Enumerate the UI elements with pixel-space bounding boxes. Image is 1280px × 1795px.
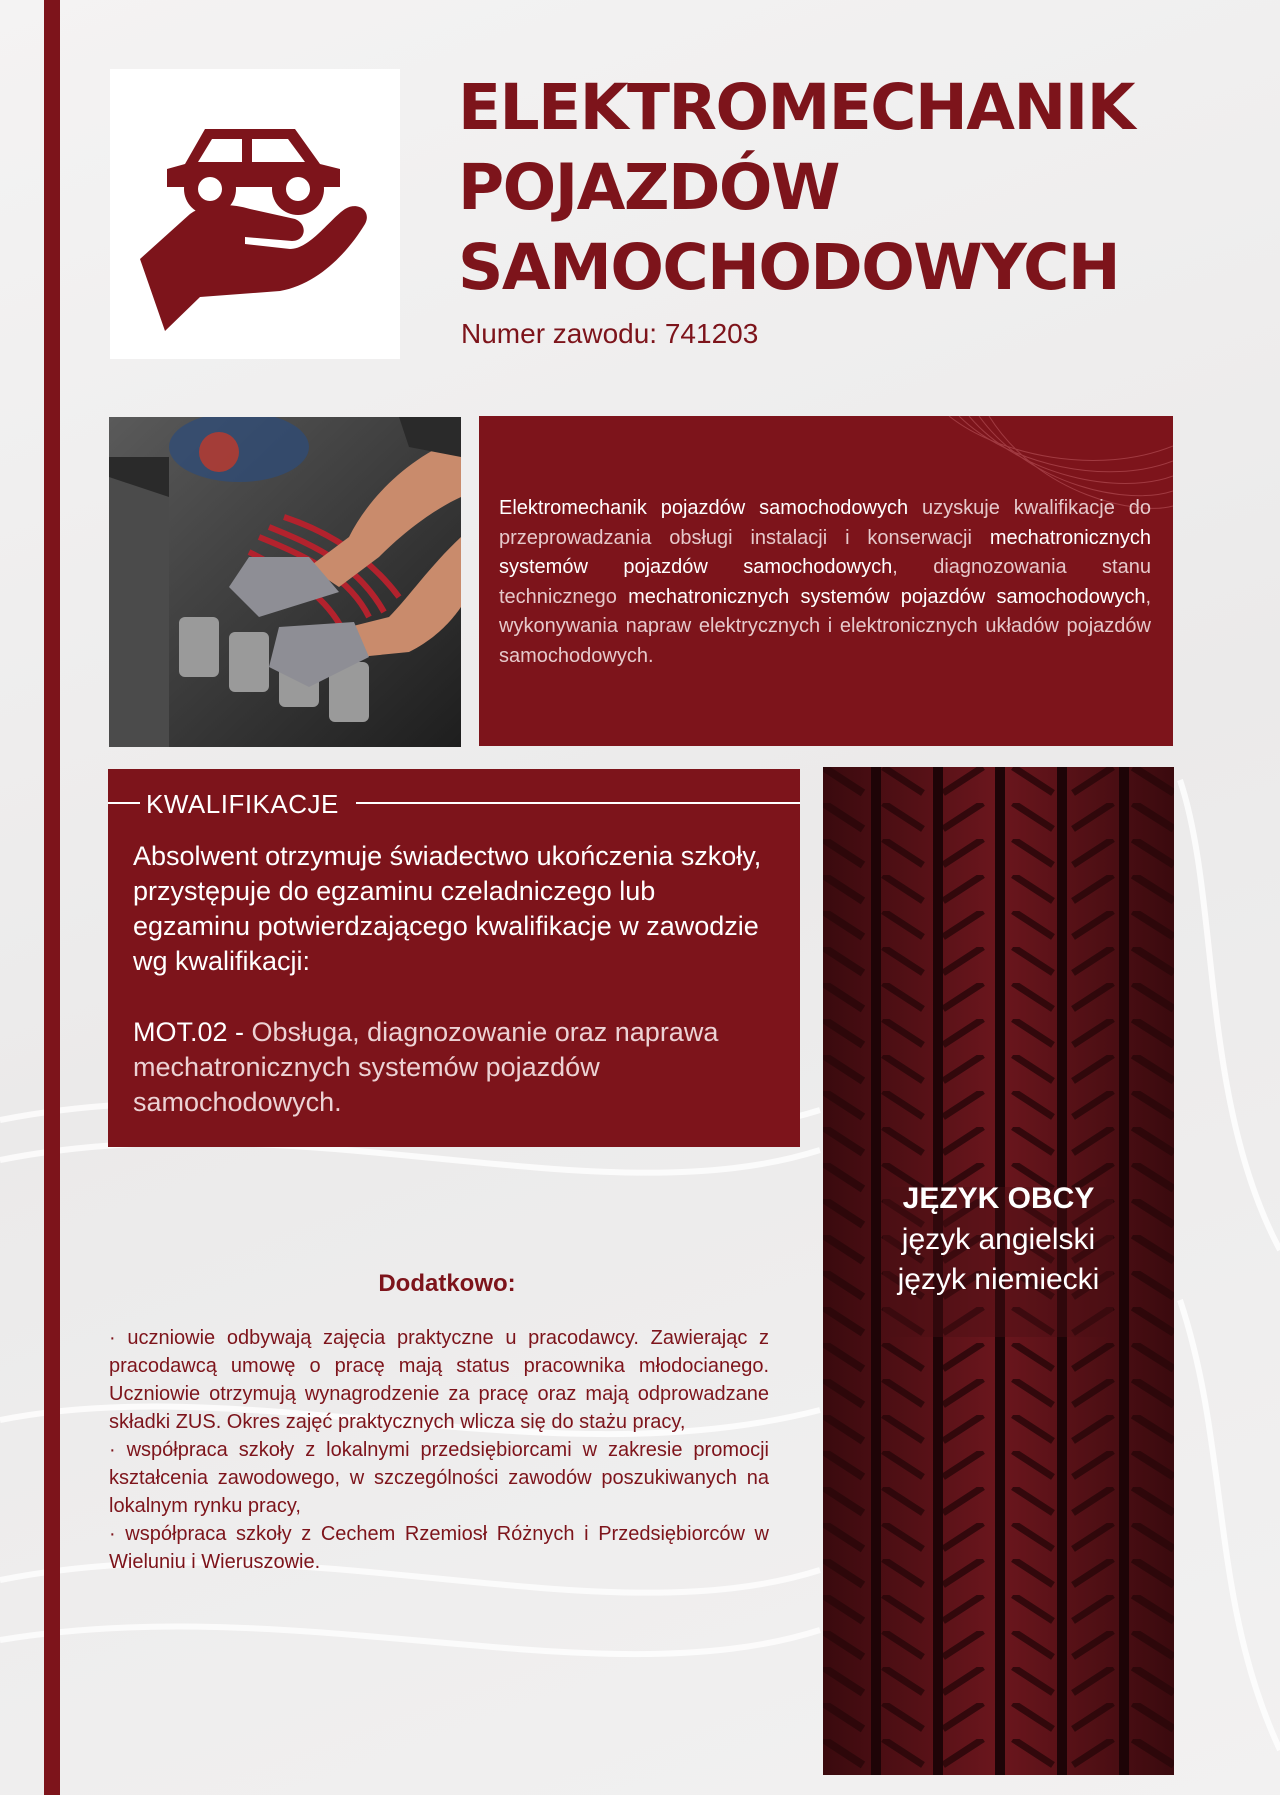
description-part-4: , diagnozowania stanu technicznego bbox=[499, 556, 1151, 608]
header-rule-left bbox=[108, 802, 140, 804]
description-highlight-3: mechatronicznych systemów pojazdów samochodowych bbox=[628, 585, 1146, 608]
hand-holding-car-icon bbox=[110, 69, 400, 359]
description-panel bbox=[479, 416, 1173, 746]
title-line-2: POJAZDÓW bbox=[458, 151, 839, 224]
additional-info-list bbox=[109, 1324, 769, 1576]
qualifications-panel bbox=[108, 769, 800, 1147]
description-part-2: uzyskuje kwalifikacje do przeprowadzania obsługi instalacji i konserwacji bbox=[499, 497, 1152, 549]
list-item: · współpraca szkoły z lokalnymi przedsiębiorcami w zakresie promocji kształcenia zawodowego, w szczególności zawodów poszukiwanych na lokalnym rynku pracy, bbox=[109, 1439, 769, 1517]
description-highlight-1: Elektromechanik pojazdów samochodowych bbox=[499, 497, 909, 519]
qualification-description: Obsługa, diagnozowanie oraz naprawa mechatronicznych systemów pojazdów samochodowych. bbox=[133, 1017, 719, 1117]
description-part-6: , wykonywania napraw elektrycznych i elektronicznych układów pojazdów samochodowych. bbox=[499, 585, 1151, 667]
description-highlight-2: mechatronicznych systemów pojazdów samochodowych bbox=[499, 526, 1151, 578]
title-line-3: SAMOCHODOWYCH bbox=[458, 231, 1120, 304]
description-text bbox=[499, 494, 1151, 671]
qualifications-header bbox=[108, 789, 800, 819]
profession-code: Numer zawodu: 741203 bbox=[461, 318, 759, 349]
language-item-german: język niemiecki bbox=[897, 1263, 1100, 1296]
foreign-language-title: JĘZYK OBCY bbox=[902, 1182, 1095, 1215]
list-item: · uczniowie odbywają zajęcia praktyczne u pracodawcy. Zawierając z pracodawcą umowę o pracę mają status pracownika młodocianego. Uczniowie otrzymują wynagrodzenie za pracę oraz mają odprowadzane składki ZUS. Okres zajęć praktycznych wlicza się do stażu pracy, bbox=[109, 1327, 769, 1433]
profession-logo bbox=[110, 69, 400, 359]
language-item-english: język angielski bbox=[901, 1223, 1096, 1256]
list-item: · współpraca szkoły z Cechem Rzemiosł Różnych i Przedsiębiorców w Wieluniu i Wieruszowie. bbox=[109, 1523, 769, 1573]
qualification-code: MOT.02 - bbox=[133, 1017, 245, 1047]
qualification-item bbox=[133, 1015, 778, 1120]
title-line-1: ELEKTROMECHANIK bbox=[458, 71, 1135, 144]
page-title bbox=[458, 68, 1134, 308]
header-rule-right bbox=[356, 802, 800, 804]
additional-info-title: Dodatkowo: bbox=[378, 1270, 516, 1297]
qualifications-body: Absolwent otrzymuje świadectwo ukończenia szkoły, przystępuje do egzaminu czeladniczego lub egzaminu potwierdzającego kwalifikacje w zawodzie wg kwalifikacji: bbox=[133, 841, 762, 976]
foreign-language-block bbox=[823, 1178, 1174, 1300]
left-accent-bar bbox=[44, 0, 60, 1795]
engine-repair-photo bbox=[109, 417, 461, 747]
qualifications-title: KWALIFIKACJE bbox=[146, 789, 339, 819]
